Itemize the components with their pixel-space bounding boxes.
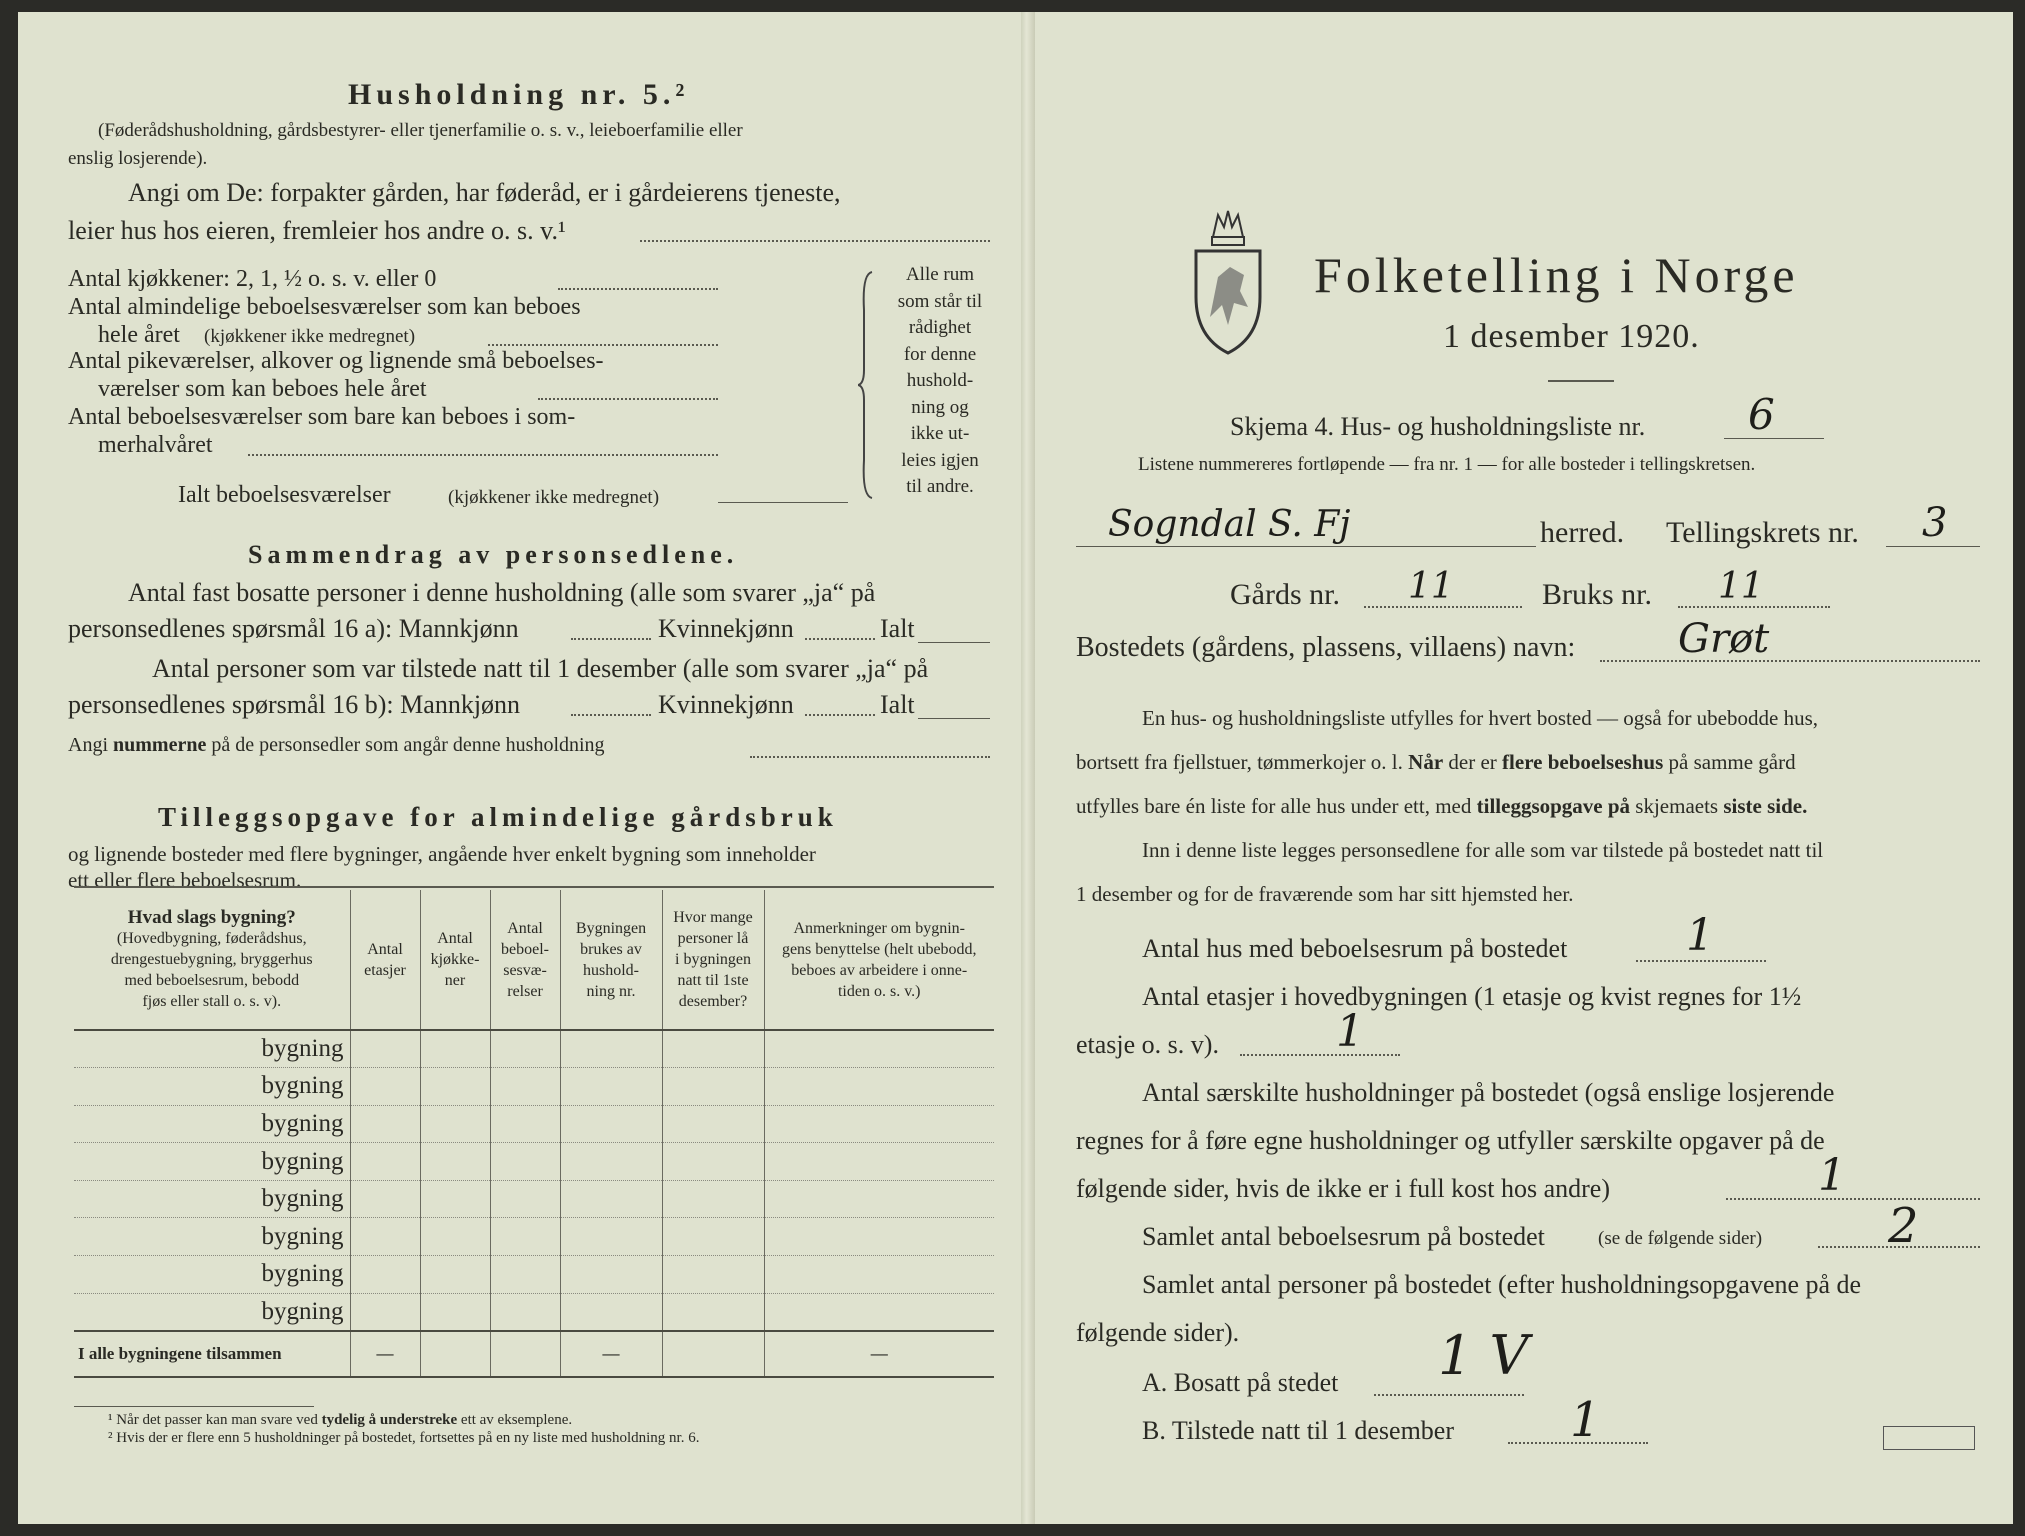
angi-numbers: Angi nummerne på de personsedler som angår denne husholdning [68,734,605,756]
table-row [74,1030,994,1068]
q-rooms-note: (se de følgende sider) [1598,1228,1763,1249]
table-row [74,1218,994,1256]
summary-female-2: Kvinnekjønn [658,690,794,719]
table-cell [490,1143,560,1181]
bruks-label: Bruks nr. [1542,578,1653,611]
table-cell [560,1068,662,1106]
footnote-1: ¹ Når det passer kan man svare ved tydelig å understreke ett av eksemplene. [108,1412,573,1428]
table-cell [420,1030,490,1068]
footnote-2: ² Hvis der er flere enn 5 husholdninger på bostedet, fortsettes på en ny liste med husholdning nr. 6. [108,1430,700,1446]
table-cell [764,1068,994,1106]
bosted-label: Bostedets (gårdens, plassens, villaens) navn: [1076,632,1576,663]
building-label: bygning [74,1293,350,1331]
table-cell [662,1293,764,1331]
table-cell [490,1256,560,1294]
census-date: 1 desember 1920. [1443,318,1700,355]
building-label: bygning [74,1030,350,1068]
herred-value: Sogndal S. Fj [1108,504,1351,545]
table-row [74,1180,994,1218]
col-header-household: Bygningen brukes av hushold- ning nr. [560,890,662,1030]
resident-label: A. Bosatt på stedet [1142,1368,1339,1397]
table-cell [350,1030,420,1068]
bosted-value: Grøt [1678,616,1770,662]
resident-value: 1 V [1438,1324,1529,1387]
table-cell [764,1180,994,1218]
col-header-kitchens: Antal kjøkke- ner [420,890,490,1030]
tellingskrets-number: 3 [1922,500,1948,546]
q-households-value: 1 [1818,1150,1846,1201]
table-cell [662,1068,764,1106]
q-houses: Antal hus med beboelsesrum på bostedet [1142,934,1568,963]
table-cell [560,1105,662,1143]
table-cell [764,1105,994,1143]
building-label: bygning [74,1256,350,1294]
table-cell [350,1256,420,1294]
q-persons-2: følgende sider). [1076,1318,1240,1347]
summary-female-1: Kvinnekjønn [658,614,794,643]
table-cell [490,1030,560,1068]
q-persons-1: Samlet antal personer på bostedet (efter husholdningsopgavene på de [1142,1270,1862,1299]
table-cell [420,1218,490,1256]
question-1-line-2: leier hus hos eieren, fremleier hos andre o. s. v.¹ [68,216,566,245]
q-floors-1: Antal etasjer i hovedbygningen (1 etasje og kvist regnes for 1½ [1142,982,1802,1011]
printer-stamp [1883,1426,1975,1450]
gards-label: Gårds nr. [1230,578,1340,611]
table-row [74,1293,994,1331]
col-header-rooms: Antal beboel- sesvæ- relser [490,890,560,1030]
para1-line-2: bortsett fra fjellstuer, tømmerkojer o. l. Når der er flere beboelseshus på samme gård [1076,750,1796,774]
rooms-summer: Antal beboelsesværelser som bare kan beboes i som- [68,404,576,430]
main-title: Folketelling i Norge [1314,247,1799,303]
rooms-ordinary-note: (kjøkkener ikke medregnet) [204,326,416,347]
summary-total-2: Ialt [880,690,915,719]
building-label: bygning [74,1180,350,1218]
coat-of-arms-icon [1188,207,1268,357]
summary-total-1: Ialt [880,614,915,643]
building-label: bygning [74,1143,350,1181]
gards-number: 11 [1408,566,1454,607]
table-cell [560,1218,662,1256]
table-cell [490,1105,560,1143]
col-header-persons: Hvor mange personer lå i bygningen natt til 1ste desember? [662,890,764,1030]
table-cell [764,1218,994,1256]
present-label: B. Tilstede natt til 1 desember [1142,1416,1454,1445]
q-houses-value: 1 [1686,910,1714,961]
q-households-2: regnes for å føre egne husholdninger og utfyller særskilte opgaver på de [1076,1126,1825,1155]
table-cell [560,1293,662,1331]
q-floors-2: etasje o. s. v). [1076,1030,1219,1059]
table-cell [560,1180,662,1218]
census-form-sheet [18,12,2013,1524]
table-row [74,1143,994,1181]
q-rooms: Samlet antal beboelsesrum på bostedet [1142,1222,1545,1251]
question-1-line-1: Angi om De: forpakter gården, har føderåd, er i gårdeierens tjeneste, [128,178,841,207]
rooms-ordinary: Antal almindelige beboelsesværelser som kan beboes [68,294,581,320]
building-label: bygning [74,1105,350,1143]
side-note: Alle rum som står til rådighet for denne hushold- ning og ikke ut- leies igjen til andre. [897,264,983,497]
intro-line-2: enslig losjerende). [68,148,208,169]
tellingskrets-label: Tellingskrets nr. [1666,516,1859,549]
table-cell [420,1293,490,1331]
rooms-summer-2: merhalvåret [98,432,213,458]
total-label: I alle bygningene tilsammen [74,1331,350,1377]
q-households-1: Antal særskilte husholdninger på bostedet (også enslige losjerende [1142,1078,1835,1107]
table-cell [420,1105,490,1143]
table-cell [420,1180,490,1218]
table-cell [490,1068,560,1106]
para2-line-1: Inn i denne liste legges personsedlene for alle som var tilstede på bostedet natt til [1142,838,1824,862]
table-row [74,1068,994,1106]
table-cell [490,1218,560,1256]
table-cell [560,1030,662,1068]
bruks-number: 11 [1718,566,1764,607]
table-total-row: I alle bygningene tilsammen — — — [74,1331,994,1377]
building-label: bygning [74,1218,350,1256]
table-cell [560,1143,662,1181]
table-cell [350,1218,420,1256]
table-cell [420,1256,490,1294]
table-cell [350,1143,420,1181]
q-rooms-value: 2 [1888,1198,1919,1254]
table-cell [662,1256,764,1294]
rooms-small-2: værelser som kan beboes hele året [98,376,427,402]
numbering-note: Listene nummereres fortløpende — fra nr. 1 — for alle bosteder i tellingskretsen. [1138,454,1756,475]
table-cell [662,1105,764,1143]
skjema-number: 6 [1748,390,1775,439]
col-header-remarks: Anmerkninger om bygnin- gens benyttelse (helt ubebodd, beboes av arbeidere i onne- tiden o. s. v.) [764,890,994,1030]
table-cell [662,1218,764,1256]
table-row [74,1256,994,1294]
skjema-label: Skjema 4. Hus- og husholdningsliste nr. [1230,412,1646,441]
table-cell [490,1180,560,1218]
rooms-kitchens: Antal kjøkkener: 2, 1, ½ o. s. v. eller 0 [68,266,437,292]
table-cell [764,1030,994,1068]
table-cell [420,1143,490,1181]
building-label: bygning [74,1068,350,1106]
para1-line-1: En hus- og husholdningsliste utfylles for hvert bosted — også for ubebodde hus, [1142,706,1818,730]
q-floors-value: 1 [1336,1006,1364,1057]
rooms-small: Antal pikeværelser, alkover og lignende små beboelses- [68,348,604,374]
table-cell [420,1068,490,1106]
table-row [74,1105,994,1143]
summary-title: Sammendrag av personsedlene. [248,540,739,569]
household-title: Husholdning nr. 5.² [348,78,690,111]
col-header-floors: Antal etasjer [350,890,420,1030]
herred-label: herred. [1540,516,1625,549]
table-cell [490,1293,560,1331]
table-cell [764,1143,994,1181]
table-cell [764,1293,994,1331]
para1-line-3: utfylles bare én liste for alle hus under ett, med tilleggsopgave på skjemaets siste side. [1076,794,1808,818]
building-table [74,890,994,1378]
q-households-3: følgende sider, hvis de ikke er i full kost hos andre) [1076,1174,1610,1203]
table-cell [560,1256,662,1294]
total-rooms-note: (kjøkkener ikke medregnet) [448,487,660,508]
table-cell [662,1143,764,1181]
table-cell [662,1030,764,1068]
table-cell [350,1180,420,1218]
summary-line-3: Antal personer som var tilstede natt til 1 desember (alle som svarer „ja“ på [152,654,929,683]
intro-line-1: (Føderådshusholdning, gårdsbestyrer- eller tjenerfamilie o. s. v., leieboerfamilie eller [98,120,743,141]
para2-line-2: 1 desember og for de fraværende som har sitt hjemsted her. [1076,882,1574,906]
tillegg-sub-1: og lignende bosteder med flere bygninger, angående hver enkelt bygning som inneholder [68,842,816,866]
total-rooms: Ialt beboelsesværelser [178,482,391,508]
summary-line-4: personsedlenes spørsmål 16 b): Mannkjønn [68,690,521,719]
summary-line-1: Antal fast bosatte personer i denne husholdning (alle som svarer „ja“ på [128,578,876,607]
tillegg-sub-2: ett eller flere beboelsesrum. [68,868,302,892]
table-cell [662,1180,764,1218]
page-fold [1021,12,1035,1524]
col-header-type: Hvad slags bygning? (Hovedbygning, føderådshus, drengestuebygning, bryggerhus med beboelsesrum, bebodd fjøs eller stall o. s. v). [74,890,350,1030]
present-value: 1 [1570,1392,1601,1448]
table-cell [764,1256,994,1294]
brace-icon [858,270,878,500]
summary-line-2: personsedlenes spørsmål 16 a): Mannkjønn [68,614,519,643]
table-header-row [74,890,994,1030]
tillegg-title: Tilleggsopgave for almindelige gårdsbruk [158,802,838,832]
table-cell [350,1105,420,1143]
table-cell [350,1293,420,1331]
rooms-ordinary-2: hele året [98,322,180,348]
table-cell [350,1068,420,1106]
